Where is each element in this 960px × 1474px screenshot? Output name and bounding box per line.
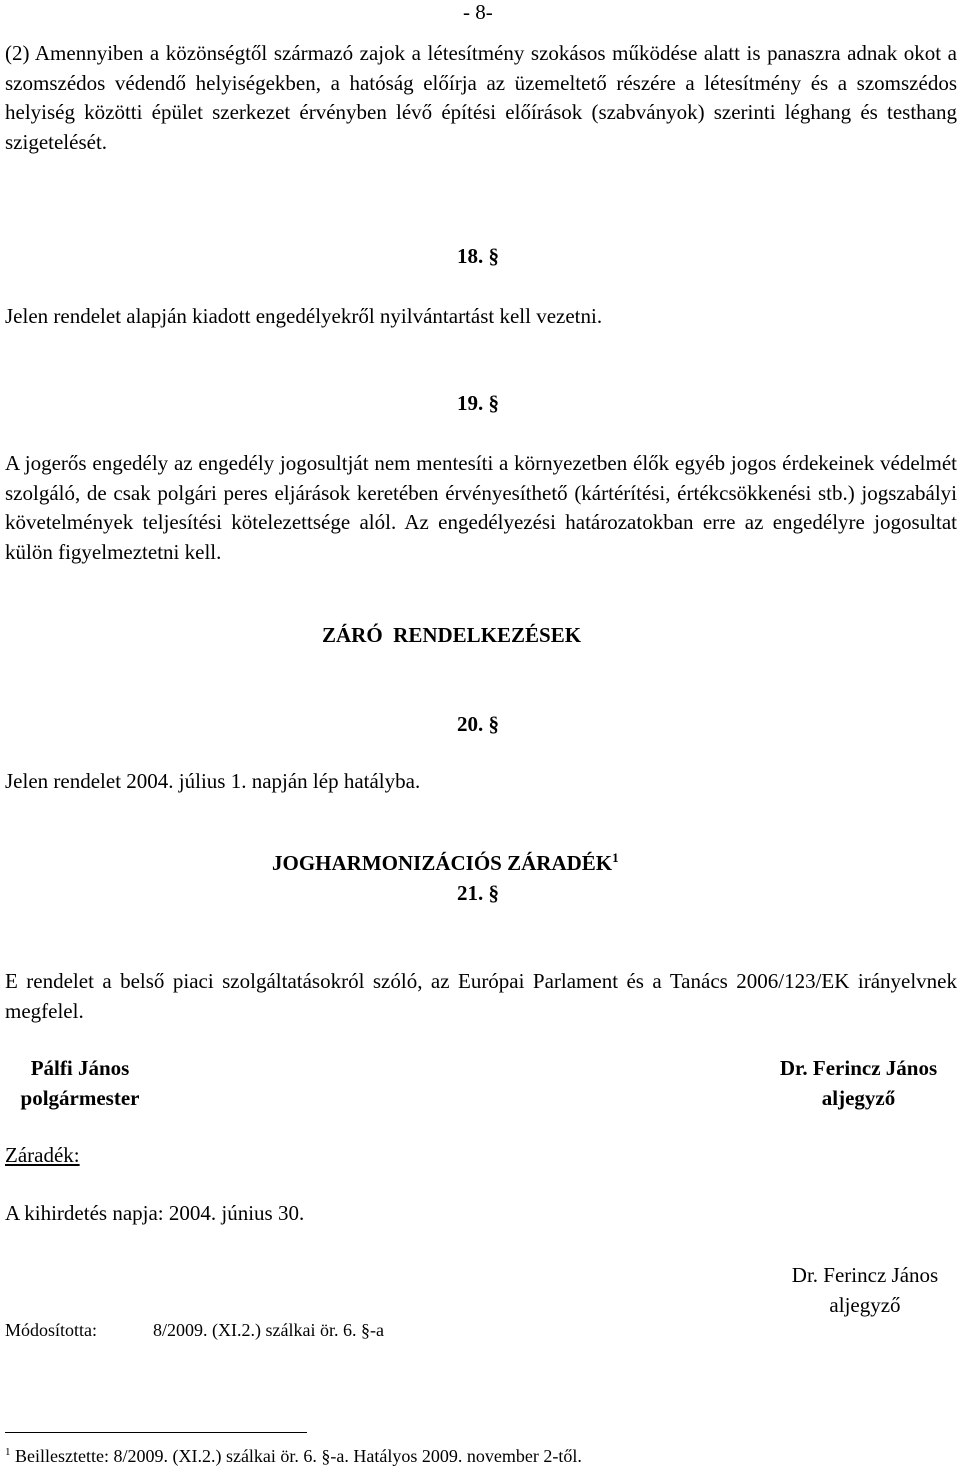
footnote	[5, 1446, 582, 1467]
section-20-text: Jelen rendelet 2004. július 1. napján lép hatályba.	[5, 769, 421, 793]
section-number: 21.	[457, 881, 484, 905]
modified-by-suffix: -a	[369, 1320, 384, 1340]
clause-signer-title: aljegyző	[829, 1293, 901, 1317]
paragraph-symbol-icon: §	[488, 244, 499, 268]
section-number: 20.	[457, 712, 484, 736]
modified-by-text: 8/2009. (XI.2.) szálkai ör. 6.	[153, 1320, 357, 1340]
footnote-mark: 1	[5, 1446, 11, 1458]
closing-provisions-title: ZÁRÓ RENDELKEZÉSEK	[322, 623, 582, 647]
section-number: 19.	[457, 391, 484, 415]
clause-signer-name: Dr. Ferincz János	[791, 1263, 939, 1287]
mayor-title: polgármester	[20, 1085, 140, 1110]
mayor-name: Pálfi János	[30, 1056, 130, 1080]
paragraph-symbol-icon: §	[488, 881, 499, 905]
section-21-heading	[457, 881, 499, 906]
section-number: 18.	[457, 244, 484, 268]
mayor-signature-block	[5, 1054, 155, 1113]
section-18-heading	[457, 244, 499, 269]
modified-by-label: Módosította:	[5, 1320, 98, 1340]
paragraph-symbol-icon: §	[321, 1446, 331, 1466]
footnote-text: Beillesztette: 8/2009. (XI.2.) szálkai ör. 6.	[15, 1446, 317, 1466]
section-19-heading	[457, 391, 499, 416]
section-20-heading	[457, 712, 499, 737]
page-number: - 8-	[463, 0, 493, 24]
footnote-separator	[5, 1432, 307, 1433]
paragraph-2: (2) Amennyiben a közönségtől származó zajok a létesítmény szokásos működése alatt is panaszra adnak okot a szomszédos védendő helyiségekben, a hatóság előírja az üzemeltető részére a létesítmény és a szomszédos helyiség közötti épület szerkezet érvényben lévő építési előírások (szabványok) szerinti léghang és testhang szigetelését.	[5, 41, 957, 154]
paragraph-symbol-icon: §	[488, 712, 499, 736]
notary-signature-block	[757, 1054, 960, 1113]
section-18-text: Jelen rendelet alapján kiadott engedélyekről nyilvántartást kell vezetni.	[5, 304, 603, 328]
paragraph-symbol-icon: §	[488, 391, 499, 415]
announcement-date: A kihirdetés napja: 2004. június 30.	[5, 1201, 305, 1225]
section-21-text: E rendelet a belső piaci szolgáltatásokról szóló, az Európai Parlament és a Tanács 2006/123/EK irányelvnek megfelel.	[5, 969, 957, 1023]
notary-title: aljegyző	[821, 1085, 896, 1110]
title-text: JOGHARMONIZÁCIÓS ZÁRADÉK	[272, 851, 613, 875]
footnote-text-end: -a. Hatályos 2009. november 2-től.	[330, 1446, 582, 1466]
modified-by-value	[153, 1320, 384, 1341]
paragraph-symbol-icon: §	[360, 1320, 370, 1340]
notary-name: Dr. Ferincz János	[779, 1056, 938, 1080]
clause-signature-block	[770, 1260, 960, 1320]
section-19-text: A jogerős engedély az engedély jogosultját nem mentesíti a környezetben élők egyéb jogos érdekeinek védelmét szolgáló, de csak polgári peres eljárások keretében érvényesíthető (kártérítési, értékcsökkenési stb.) jogszabályi követelmények teljesítési kötelezettsége alól. Az engedélyezési határozatokban erre az engedélyre jogosultat külön figyelmeztetni kell.	[5, 451, 957, 564]
footnote-reference: 1	[612, 850, 619, 865]
clause-label: Záradék:	[5, 1143, 80, 1167]
legal-harmonization-title	[272, 851, 619, 876]
